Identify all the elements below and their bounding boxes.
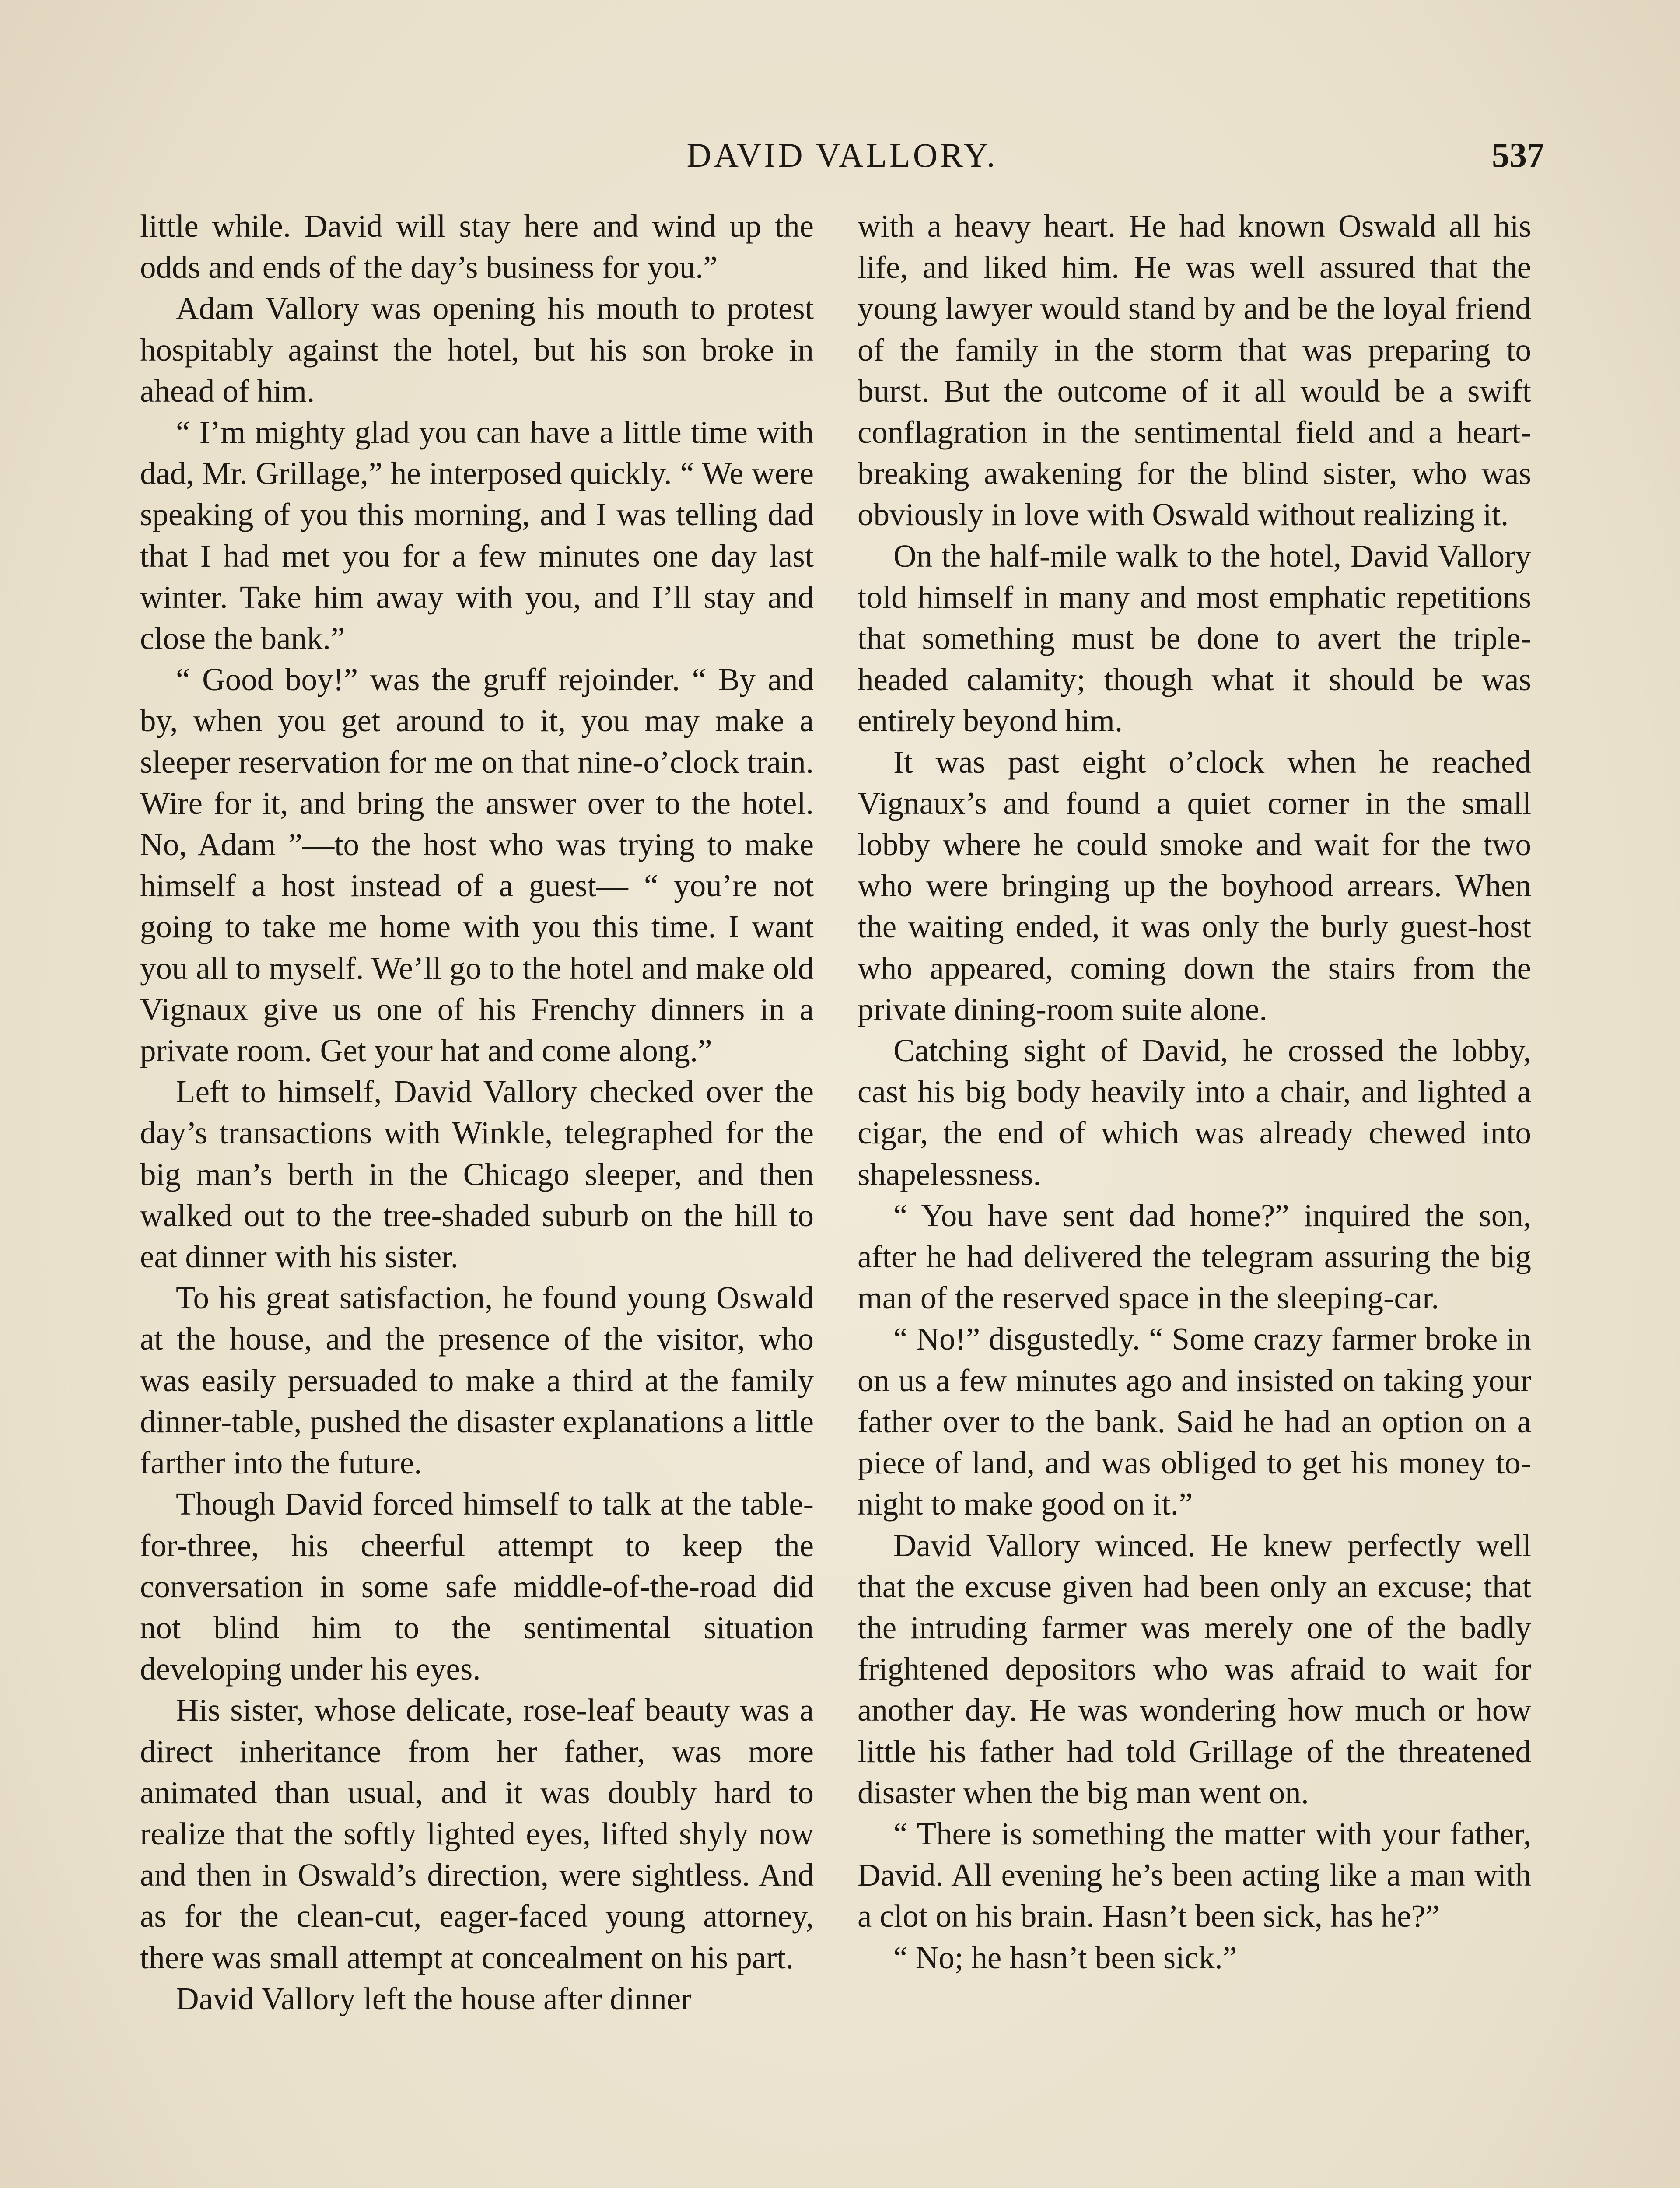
paragraph: Adam Vallory was opening his mouth to protest hospitably against the hotel, but his son broke in ahead of him. <box>140 291 814 409</box>
running-title: DAVID VALLORY. <box>686 136 998 174</box>
paragraph: David Vallory left the house after dinner <box>176 1981 692 2016</box>
paragraph: Catching sight of David, he crossed the lobby, cast his big body heavily into a chair, and lighted a cigar, the end of which was already chewed into shapelessness. <box>858 1033 1531 1192</box>
paragraph: David Vallory winced. He knew perfectly well that the excuse given had been only an excuse; that the intruding farmer was merely one of the badly frightened depositors who was afraid to wait for another day. He was wondering how much or how little his father had told Grillage of the threatened disaster when the big man went on. <box>858 1527 1531 1810</box>
paragraph: “ I’m mighty glad you can have a little time with dad, Mr. Grillage,” he interposed quickly. “ We were speaking of you this morning, and I was telling dad that I had met you for a few minutes one day last winter. Take him away with you, and I’ll stay and close the bank.” <box>140 414 814 656</box>
paragraph: “ There is something the matter with your father, David. All evening he’s been acting like a man with a clot on his brain. Hasn’t been sick, has he?” <box>858 1816 1531 1934</box>
paragraph: His sister, whose delicate, rose-leaf beauty was a direct inheritance from her father, was more animated than usual, and it was doubly hard to realize that the softly lighted eyes, lifted shyly now and then in Oswald’s direction, were sightless. And as for the clean-cut, eager-faced young attorney, there was small attempt at concealment on his part. <box>140 1692 814 1975</box>
paragraph: On the half-mile walk to the hotel, David Vallory told himself in many and most emphatic repetitions that something must be done to avert the triple-headed calamity; though what it should be was entirely beyond him. <box>858 538 1531 739</box>
paragraph: little while. David will stay here and wind up the odds and ends of the day’s business for you.” <box>140 208 814 285</box>
paragraph: “ Good boy!” was the gruff rejoinder. “ By and by, when you get around to it, you may make a sleeper reservation for me on that nine-o’clock train. Wire for it, and bring the answer over to the hotel. No, Adam ”—to the host who was trying to make himself a host instead of a guest— “ you’re not going to take me home with you this time. I want you all to myself. We’ll go to the hotel and make old Vignaux give us one of his Frenchy dinners in a private room. Get your hat and come along.” <box>140 662 814 1069</box>
paragraph: Though David forced himself to talk at the table-for-three, his cheerful attempt to keep the conversation in some safe middle-of-the-road did not blind him to the sentimental situation developing under his eyes. <box>140 1486 814 1687</box>
right-column <box>858 206 1531 2188</box>
paragraph: “ You have sent dad home?” inquired the son, after he had delivered the telegram assuring the big man of the reserved space in the sleeping-car. <box>858 1197 1531 1316</box>
paragraph: Left to himself, David Vallory checked over the day’s transactions with Winkle, telegraphed for the big man’s berth in the Chicago sleeper, and then walked out to the tree-shaded suburb on the hill to eat dinner with his sister. <box>140 1074 814 1275</box>
paragraph: It was past eight o’clock when he reached Vignaux’s and found a quiet corner in the small lobby where he could smoke and wait for the two who were bringing up the boyhood arrears. When the waiting ended, it was only the burly guest-host who appeared, coming down the stairs from the private dining-room suite alone. <box>858 744 1531 1027</box>
paragraph: “ No; he hasn’t been sick.” <box>893 1939 1237 1975</box>
left-column <box>140 206 814 2188</box>
page-number: 537 <box>1492 136 1544 175</box>
page-header <box>140 131 1544 184</box>
paragraph: “ No!” disgustedly. “ Some crazy farmer broke in on us a few minutes ago and insisted on taking your father over to the bank. Said he had an option on a piece of land, and was obliged to get his money to-night to make good on it.” <box>858 1321 1531 1522</box>
paragraph: with a heavy heart. He had known Oswald all his life, and liked him. He was well assured that the young lawyer would stand by and be the loyal friend of the family in the storm that was preparing to burst. But the outcome of it all would be a swift conflagration in the sentimental field and a heart-breaking awakening for the blind sister, who was obviously in love with Oswald without realizing it. <box>858 208 1531 533</box>
paragraph: To his great satisfaction, he found young Oswald at the house, and the presence of the visitor, who was easily persuaded to make a third at the family dinner-table, pushed the disaster explanations a little farther into the future. <box>140 1280 814 1481</box>
